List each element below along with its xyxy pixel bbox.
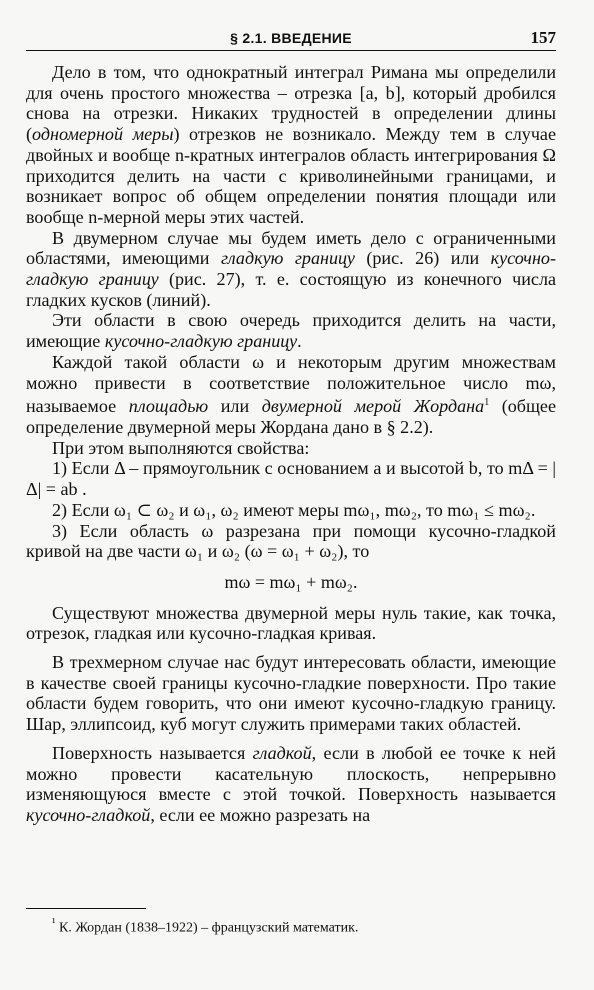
emphasis: одномерной меры [32, 124, 174, 145]
text: В двумерном случае мы будем иметь дело с ограниченными областями, имеющими [26, 227, 556, 269]
footnote-ref: 1 [484, 397, 490, 409]
emphasis: кусочно-гладкую границу [26, 248, 556, 290]
emphasis: кусочно-гладкую границу [104, 331, 298, 352]
paragraph-7: 2) Если ω₁ ⊂ ω₂ и ω₁, ω₂ имеют меры mω₁, mω₂, то mω₁ ≤ mω₂. [52, 499, 536, 520]
paragraph-9: Существуют множества двумерной меры нуль такие, как точка, отрезок, гладкая или кусочно-гладкая кривая. [26, 602, 556, 644]
text: ) отрезков не возникало. Между тем в случае двойных и вообще n-кратных интегралов область интегрирования Ω приходится делить на части с криволинейными границами, и возникает вопрос об общем определении понятия площади или вообще n-мерной меры этих частей. [26, 124, 556, 227]
paragraph-11 [26, 743, 556, 826]
text: , если в любой ее точке к ней можно провести касательную плоскость, непрерывно изменяющуюся вместе с этой точкой. Поверхность называется [26, 742, 556, 805]
paragraph-6: 1) Если Δ – прямоугольник с основанием a и высотой b, то mΔ = |Δ| = ab . [26, 458, 556, 500]
text: Каждой такой области ω и некоторым другим множествам можно привести в соответствие положительное число mω, называемое [26, 351, 556, 417]
emphasis: гладкую границу [220, 248, 355, 269]
page-number: 157 [530, 28, 556, 47]
text: Эти области в свою очередь приходится делить на части, имеющие [26, 310, 556, 352]
text: Дело в том, что однократный интеграл Римана мы определили для очень простого множества – отрезка [a, b], который дробился снова на отрезки. Никаких трудностей в определении длины ( [26, 62, 556, 145]
text: (рис. 26) или [354, 248, 491, 269]
paragraph-5: При этом выполняются свойства: [52, 437, 310, 458]
emphasis: двумерной мерой Жордана [261, 396, 485, 417]
text: (общее определение двумерной меры Жордана дано в § 2.2). [26, 396, 556, 437]
text: (рис. 27), т. е. состоящую из конечного числа гладких кусков (линий). [26, 269, 557, 310]
footnote-text: К. Жордан (1838–1922) – французский математик. [55, 920, 359, 936]
page-body [26, 62, 556, 826]
paragraph-3 [26, 310, 556, 351]
paragraph-8: 3) Если область ω разрезана при помощи кусочно-гладкой кривой на две части ω₁ и ω₂ (ω = ω₁ + ω₂), то [26, 520, 556, 562]
paragraph-2 [26, 228, 556, 311]
footnote-mark: ¹ [52, 916, 56, 929]
text: или [208, 396, 262, 417]
formula: mω = mω₁ + mω₂. [224, 571, 358, 592]
emphasis: кусочно-гладкой [26, 804, 151, 825]
section-title: § 2.1. ВВЕДЕНИЕ [230, 30, 352, 46]
paragraph-10: В трехмерном случае нас будут интересовать области, имеющие в качестве своей границы кусочно-гладкие поверхности. Про такие области будем говорить, что они имеют кусочно-гладкую границу. Шар, эллипсоид, куб могут служить примерами таких областей. [26, 652, 556, 735]
paragraph-1 [26, 62, 556, 228]
emphasis: площадью [128, 396, 209, 417]
text: Поверхность называется [52, 742, 253, 763]
text: , если ее можно разрезать на [150, 804, 371, 825]
footnote-rule [26, 908, 146, 916]
footnote [52, 916, 556, 937]
paragraph-4 [26, 352, 556, 438]
emphasis: гладкой [252, 742, 312, 763]
running-header [26, 28, 556, 51]
text: . [297, 331, 302, 352]
